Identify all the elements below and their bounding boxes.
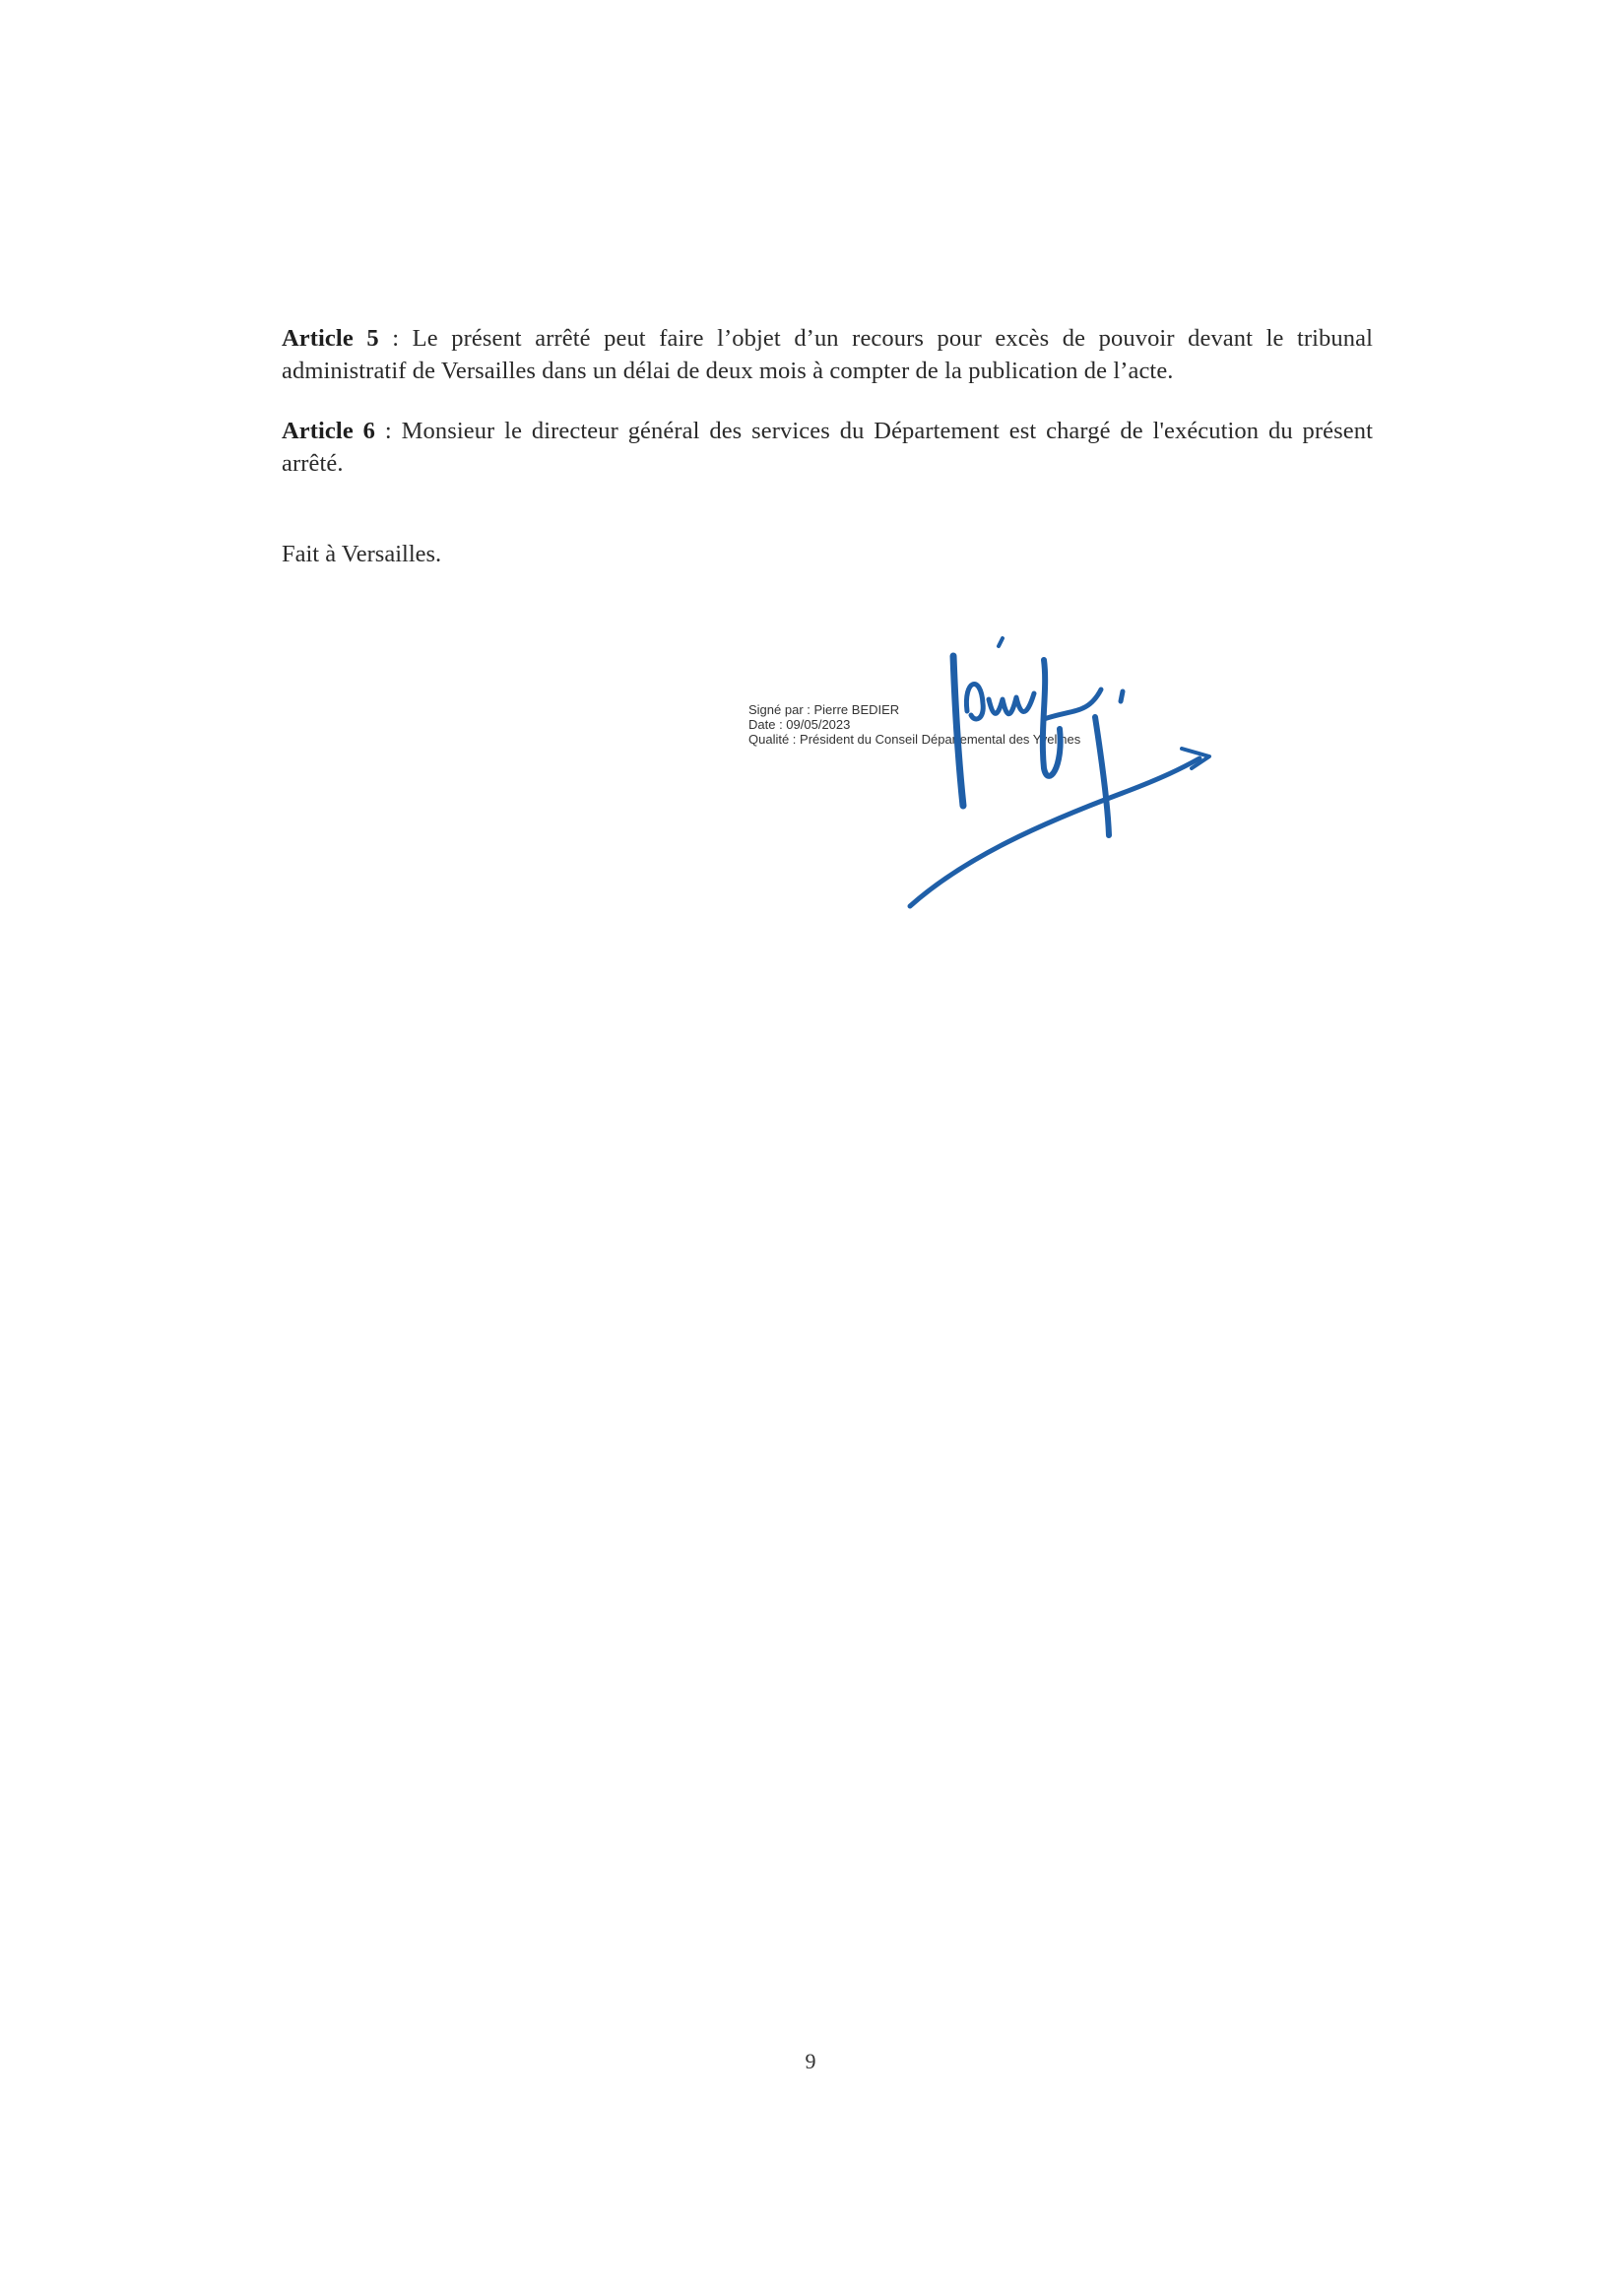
stamp-quality: Qualité : Président du Conseil Départemental des Yvelines [748,732,1081,747]
stamp-signed-by: Signé par : Pierre BEDIER [748,702,900,717]
handwritten-signature [748,621,1261,936]
signature-block [748,621,1261,936]
page-number: 9 [805,2049,816,2073]
closing-place: Fait à Versailles. [282,541,442,567]
article-6-paragraph [282,415,1373,480]
article-6-label: Article 6 [282,418,375,444]
article-5-paragraph [282,322,1373,387]
article-6-text: : Monsieur le directeur général des services du Département est chargé de l'exécution du présent arrêté. [282,418,1373,477]
article-5-label: Article 5 [282,325,379,352]
article-5-text: : Le présent arrêté peut faire l’objet d’un recours pour excès de pouvoir devant le tribunal administratif de Versailles dans un délai de deux mois à compter de la publication de l’acte. [282,325,1373,384]
stamp-date: Date : 09/05/2023 [748,717,851,732]
